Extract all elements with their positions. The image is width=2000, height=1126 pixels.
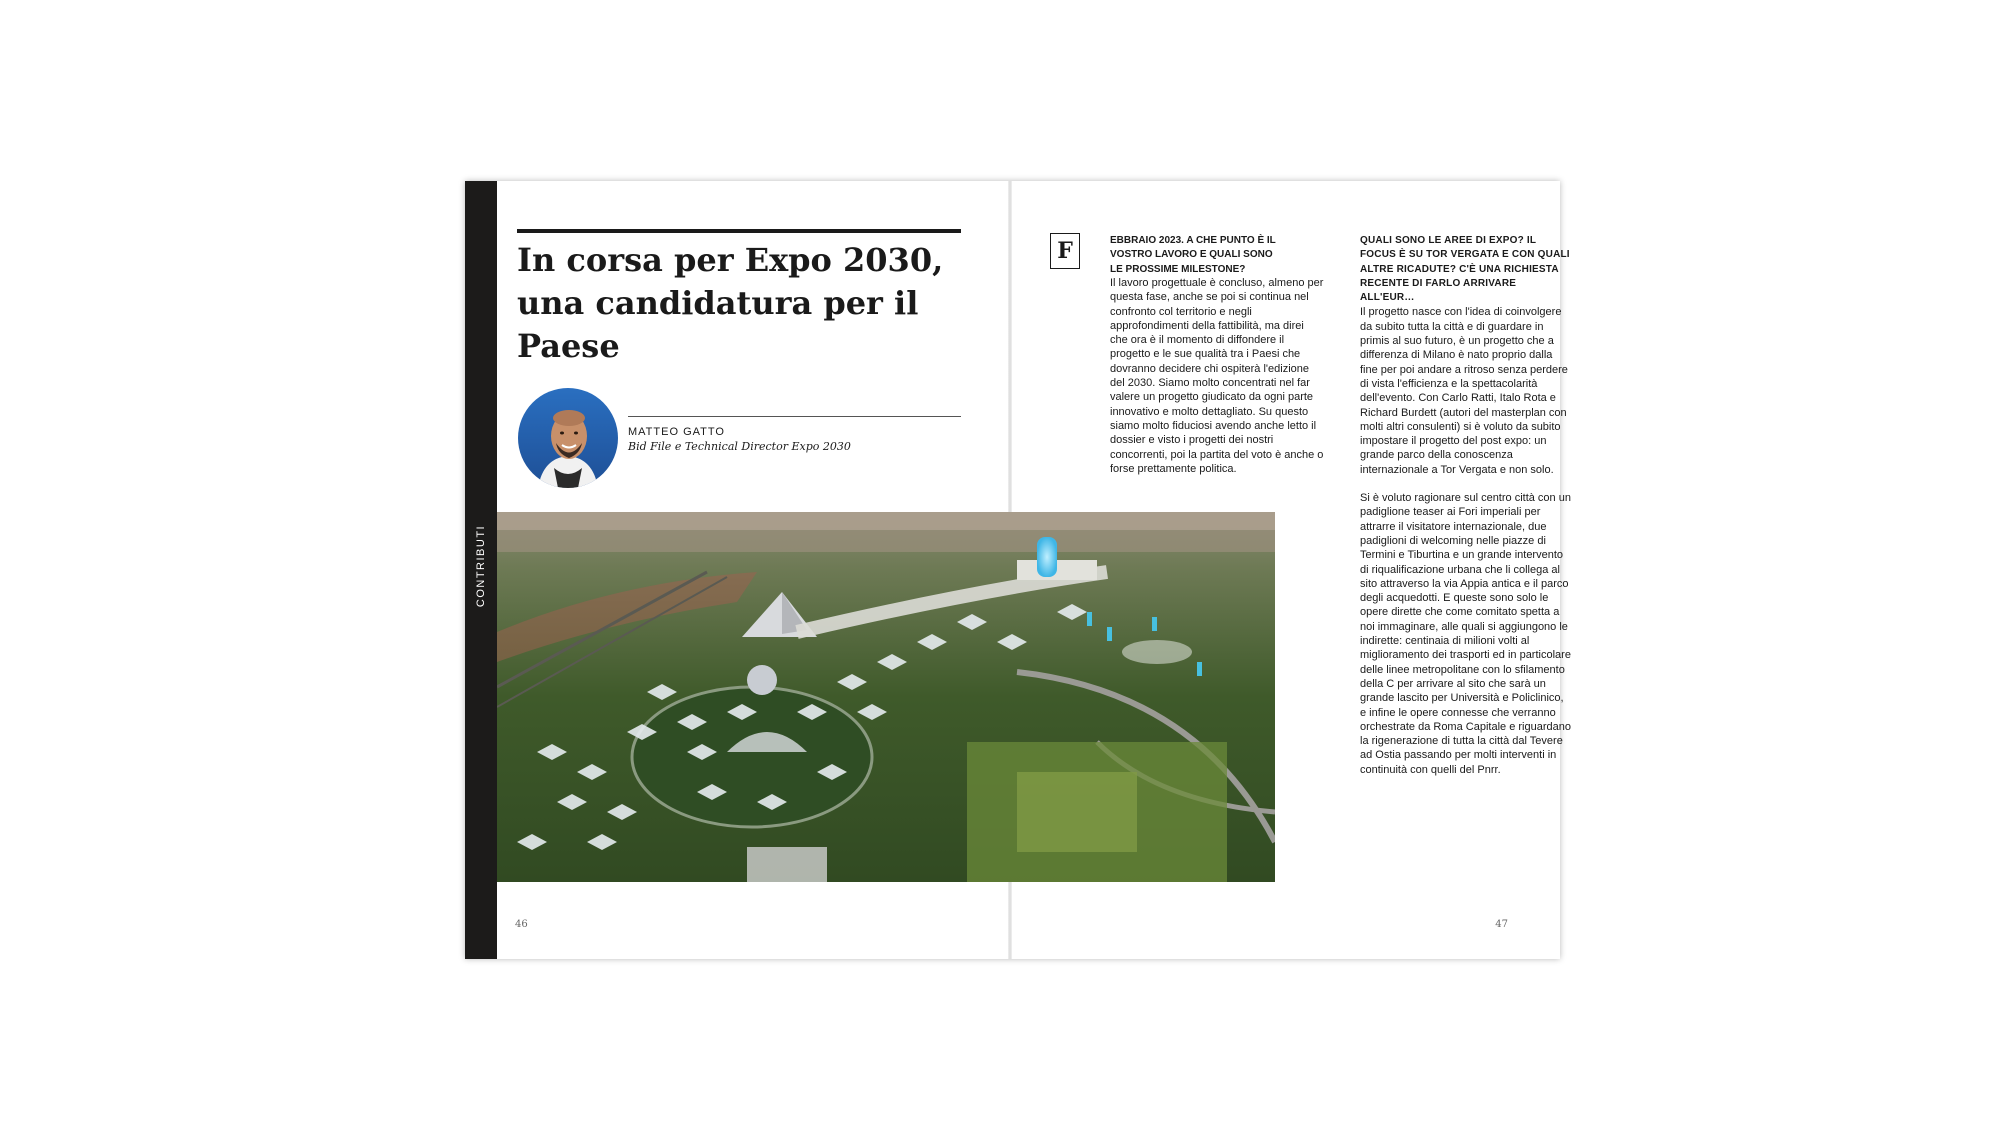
author-rule bbox=[628, 416, 961, 417]
drop-cap: F bbox=[1050, 233, 1080, 269]
answer-2-paragraph-2: Si è voluto ragionare sul centro città con un padiglione teaser ai Fori imperiali per attrarre il visitatore internazionale, due padiglioni di welcoming nelle piazze di Termini e Tiburtina e un grande intervento di riqualificazione urbana che li collega al sito attraverso la via Appia antica e il parco degli acquedotti. E queste sono solo le opere dirette che come comitato spetta a noi immaginare, alle quali si aggiungono le indirette: centinaia di milioni volti al miglioramento dei trasporti ed in particolare delle linee metropolitane con lo sfilamento della C per arrivare al sito che sarà un grande lascito per Università e Policlinico, e infine le opere connesse che verranno orchestrate da Roma Capitale e riguardano la rigenerazione di tutta la città dal Tevere ad Ostia passando per molti interventi in continuità con quelli del Pnrr. bbox=[1360, 492, 1571, 776]
aerial-masterplan-image bbox=[497, 512, 1275, 882]
section-label: CONTRIBUTI bbox=[475, 524, 487, 608]
page-number-right: 47 bbox=[1495, 919, 1508, 930]
question-1: EBBRAIO 2023. A CHE PUNTO È IL VOSTRO LAVORO E QUALI SONO LE PROSSIME MILESTONE? bbox=[1110, 235, 1276, 275]
author-name: MATTEO GATTO bbox=[628, 426, 725, 438]
author-role: Bid File e Technical Director Expo 2030 bbox=[628, 440, 851, 453]
column-2 bbox=[1360, 234, 1572, 777]
answer-1 bbox=[1110, 276, 1324, 476]
answer-2-paragraph-1: Il progetto nasce con l'idea di coinvolgere da subito tutta la città e di guardare in primis al suo futuro, è un progetto che a differenza di Milano è nato proprio dalla fine per poi andare a ritroso senza perdere di vista l'efficienza e la spettacolarità dell'evento. Con Carlo Ratti, Italo Rota e Richard Burdett (autori del masterplan con molti altri consulenti) si è voluto da subito impostare il progetto del post expo: un grande parco della conoscenza internazionale a Tor Vergata e non solo. bbox=[1360, 306, 1568, 476]
article-title: In corsa per Expo 2030, una candidatura per il Paese bbox=[517, 241, 944, 365]
answer-1-text: Il lavoro progettuale è concluso, almeno per questa fase, anche se poi si continua nel confronto col territorio e negli approfondimenti della fattibilità, ma direi che ora è il momento di diffondere il progetto e le sue qualità tra i Paesi che dovranno decidere chi ospiterà l'edizione del 2030. Siamo molto concentrati nel far valere un progetto giudicato da ogni parte innovativo e molto dettagliato. Su questo siamo molto fiduciosi avendo anche letto il dossier e visto i progetti dei nostri concorrenti, poi la partita del voto è anche o forse prettamente politica. bbox=[1110, 277, 1324, 475]
section-sidebar bbox=[465, 181, 497, 959]
page-number-left: 46 bbox=[515, 919, 528, 930]
author-portrait bbox=[518, 388, 618, 488]
question-2: QUALI SONO LE AREE DI EXPO? IL FOCUS È SU TOR VERGATA E CON QUALI ALTRE RICADUTE? C'È UNA RICHIESTA RECENTE DI FARLO ARRIVARE ALL'EUR… bbox=[1360, 235, 1570, 304]
title-rule bbox=[517, 229, 961, 233]
magazine-spread bbox=[465, 181, 1571, 959]
